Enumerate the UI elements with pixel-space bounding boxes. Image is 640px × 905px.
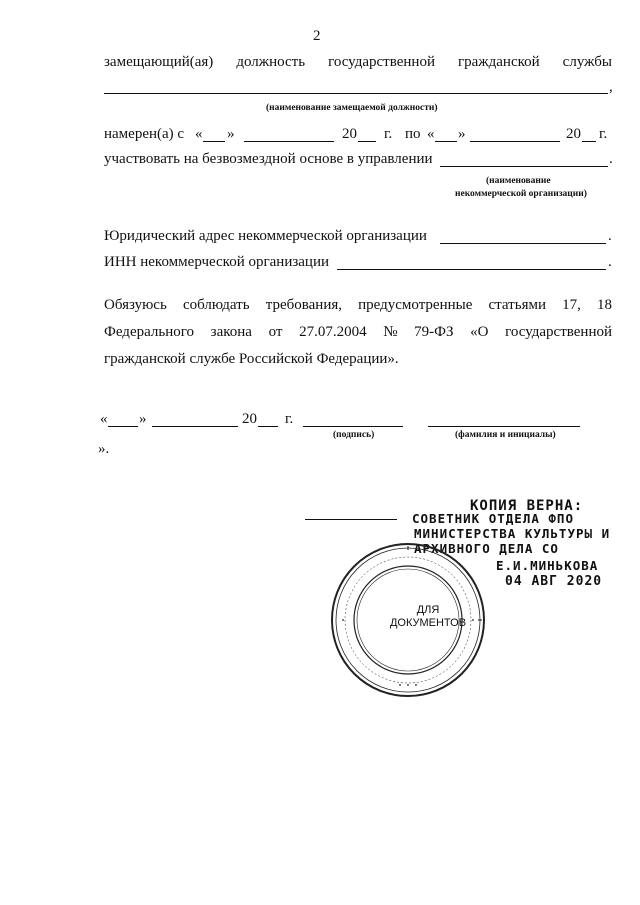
- intent-label: намерен(а) с: [104, 126, 185, 142]
- period: .: [608, 228, 612, 244]
- year-prefix: 20: [566, 126, 581, 142]
- signature-field[interactable]: [303, 426, 403, 427]
- caption-position: (наименование замещаемой должности): [266, 103, 438, 113]
- word: государственной: [505, 324, 612, 340]
- word: должность: [236, 54, 306, 70]
- caption-signature: (подпись): [333, 430, 375, 440]
- start-month-field[interactable]: [244, 141, 334, 142]
- start-day-field[interactable]: [203, 141, 225, 142]
- obligation-line-3: гражданской службе Российской Федерации».: [104, 351, 399, 367]
- legal-address-label: Юридический адрес некоммерческой организации: [104, 228, 427, 244]
- caption-name: (фамилия и инициалы): [455, 430, 556, 440]
- word: 27.07.2004: [299, 324, 367, 340]
- word: предусмотренные: [358, 297, 473, 313]
- end-month-field[interactable]: [470, 141, 560, 142]
- cert-line-2: СОВЕТНИК ОТДЕЛА ФПО: [412, 511, 574, 526]
- word: службы: [562, 54, 612, 70]
- sign-day-field[interactable]: [108, 426, 138, 427]
- year-prefix: 20: [342, 126, 357, 142]
- year-suffix: г.: [599, 126, 608, 142]
- word: Федерального: [104, 324, 195, 340]
- quote-close: »: [227, 126, 235, 142]
- quote-close: »: [139, 411, 147, 427]
- sign-month-field[interactable]: [152, 426, 238, 427]
- end-year-field[interactable]: [582, 141, 596, 142]
- word: от: [268, 324, 283, 340]
- year-suffix: г.: [384, 126, 393, 142]
- quote-open: «: [100, 411, 108, 427]
- quote-open: «: [427, 126, 435, 142]
- cert-date: 04 АВГ 2020: [505, 574, 603, 589]
- word: «О: [470, 324, 489, 340]
- inn-field[interactable]: [337, 269, 606, 270]
- cert-name: Е.И.МИНЬКОВА: [496, 558, 599, 573]
- comma: ,: [609, 79, 613, 95]
- closing-quote: ».: [98, 441, 110, 457]
- period: .: [608, 254, 612, 270]
- word: 17,: [562, 297, 581, 313]
- word: статьями: [488, 297, 546, 313]
- word: Обязуюсь: [104, 297, 167, 313]
- seal-center-2: ДОКУМЕНТОВ: [389, 617, 467, 629]
- quote-close: »: [458, 126, 466, 142]
- word: замещающий(ая): [104, 54, 214, 70]
- quote-open: «: [195, 126, 203, 142]
- organization-field[interactable]: [440, 166, 608, 167]
- year-prefix: 20: [242, 411, 257, 427]
- seal-center-1: ДЛЯ: [416, 604, 440, 616]
- inn-label: ИНН некоммерческой организации: [104, 254, 330, 270]
- obligation-line-2: [104, 324, 612, 341]
- obligation-line-1: [104, 297, 612, 314]
- word: 79-ФЗ: [414, 324, 454, 340]
- caption-org-2: некоммерческой организации): [455, 189, 587, 199]
- page-number: 2: [313, 28, 321, 44]
- word: требования,: [265, 297, 342, 313]
- word: 18: [597, 297, 612, 313]
- participate-text: участвовать на безвозмездной основе в управлении: [104, 151, 433, 167]
- position-field[interactable]: [104, 93, 608, 94]
- position-line: [104, 54, 612, 71]
- cert-title: КОПИЯ ВЕРНА:: [470, 498, 584, 514]
- period: .: [609, 151, 613, 167]
- caption-org-1: (наименование: [486, 176, 551, 186]
- cert-line-4: АРХИВНОГО ДЕЛА СО: [414, 541, 559, 556]
- cert-signature-line: [305, 519, 397, 520]
- name-field[interactable]: [428, 426, 580, 427]
- sign-year-field[interactable]: [258, 426, 278, 427]
- legal-address-field[interactable]: [440, 243, 606, 244]
- year-suffix: г.: [285, 411, 294, 427]
- start-year-field[interactable]: [358, 141, 376, 142]
- word: соблюдать: [182, 297, 250, 313]
- word: государственной: [328, 54, 435, 70]
- word: гражданской: [457, 54, 540, 70]
- word: №: [383, 324, 398, 340]
- word: закона: [210, 324, 252, 340]
- cert-line-3: МИНИСТЕРСТВА КУЛЬТУРЫ И: [414, 526, 611, 541]
- to-label: по: [405, 126, 421, 142]
- end-day-field[interactable]: [435, 141, 457, 142]
